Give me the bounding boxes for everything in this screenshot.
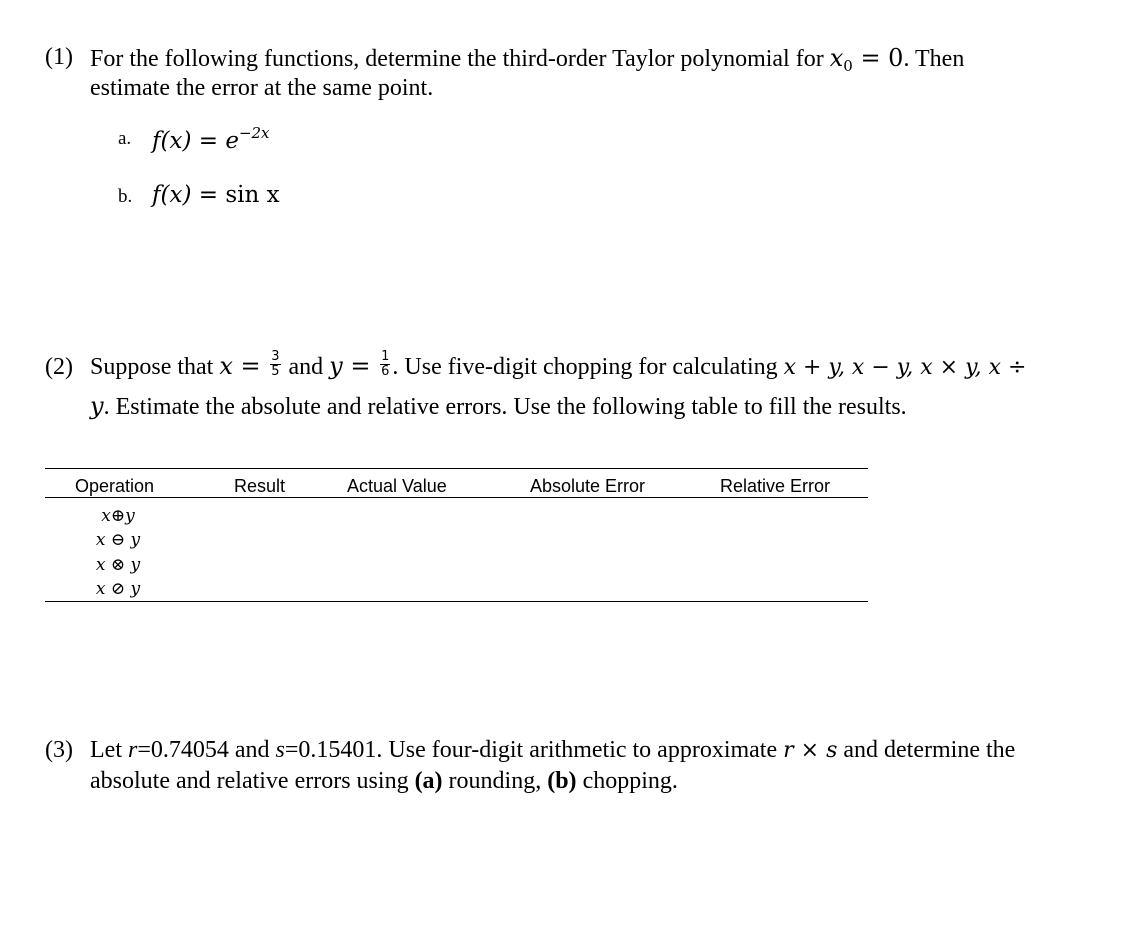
q2-y-numerator: 1 [381, 348, 390, 364]
table-header-actual-value: Actual Value [347, 476, 447, 496]
q1-x0-eq: = 0 [852, 44, 904, 72]
q3-end: and determine the [837, 737, 1016, 763]
q2-number: (2) [45, 354, 73, 380]
q2-y-eq: y = [329, 352, 379, 380]
table-row-op-sub: x ⊖ y [95, 530, 141, 550]
table-header-operation: Operation [75, 476, 155, 496]
q3-line1 [90, 737, 1015, 764]
table-header-result: Result [234, 476, 286, 496]
q1-item-b-label: b. [118, 186, 133, 207]
table-header-rule [45, 497, 868, 498]
q2-y-denominator: 6 [381, 363, 390, 379]
q3-line2-pre: absolute and relative errors using [90, 768, 415, 794]
q1-line2: estimate the error at the same point. [90, 75, 434, 101]
q2-x-eq: x = [219, 352, 269, 380]
table-row-op-div: x ⊘ y [95, 579, 141, 599]
table-bottom-rule [45, 601, 868, 602]
q2-and: and [282, 354, 330, 380]
q2-x-fraction [270, 350, 280, 379]
q3-r: r [127, 737, 138, 763]
q3-expr: r × s [783, 738, 838, 763]
q3-line2 [90, 768, 678, 795]
q3-s: s [275, 737, 285, 763]
table-row-op-add: x⊕y [101, 506, 135, 526]
q2-y-fraction [380, 350, 390, 379]
q1-line1-end: . Then [903, 46, 965, 72]
q2-line2-y: y [90, 392, 104, 420]
q2-ops: x + y, x − y, x × y, x ÷ [783, 355, 1027, 380]
q1-item-b-lhs: f(x) = [152, 182, 226, 208]
q1-line1 [90, 44, 964, 75]
q1-item-b-rhs: sin x [225, 182, 280, 208]
q3-b-text: chopping. [576, 768, 678, 794]
q2-line2 [90, 392, 907, 421]
q1-item-a-formula [152, 124, 270, 154]
q1-line1-text: For the following functions, determine the third-order Taylor polynomial for [90, 46, 830, 72]
q1-item-a-lhs: f(x) = e [152, 128, 239, 154]
table-top-rule [45, 468, 868, 469]
q3-r-val: =0.74054 and [137, 737, 276, 763]
q1-item-a-exponent: −2x [238, 124, 270, 142]
q2-mid: . Use five-digit chopping for calculating [392, 354, 784, 380]
q2-x-numerator: 3 [271, 348, 280, 364]
table-header-relative-error: Relative Error [720, 476, 831, 496]
q1-item-b-formula [152, 182, 280, 208]
table-header-absolute-error: Absolute Error [530, 476, 646, 496]
q3-b: (b) [547, 768, 577, 794]
q3-a: (a) [414, 768, 443, 794]
table-row-op-mul: x ⊗ y [95, 555, 141, 575]
q1-number: (1) [45, 44, 73, 70]
q1-item-a-label: a. [118, 128, 132, 149]
q1-x0-var: x [829, 44, 844, 72]
q2-line2-text: . Estimate the absolute and relative errors. Use the following table to fill the results. [103, 394, 907, 420]
q1-x0-sub: 0 [843, 57, 853, 75]
q3-s-val: =0.15401. Use four-digit arithmetic to approximate [284, 737, 784, 763]
q3-a-text: rounding, [442, 768, 548, 794]
q2-pre: Suppose that [90, 354, 220, 380]
q3-number: (3) [45, 737, 73, 763]
q3-pre: Let [90, 737, 128, 763]
q2-x-denominator: 5 [271, 363, 280, 379]
q2-line1 [90, 344, 1026, 390]
